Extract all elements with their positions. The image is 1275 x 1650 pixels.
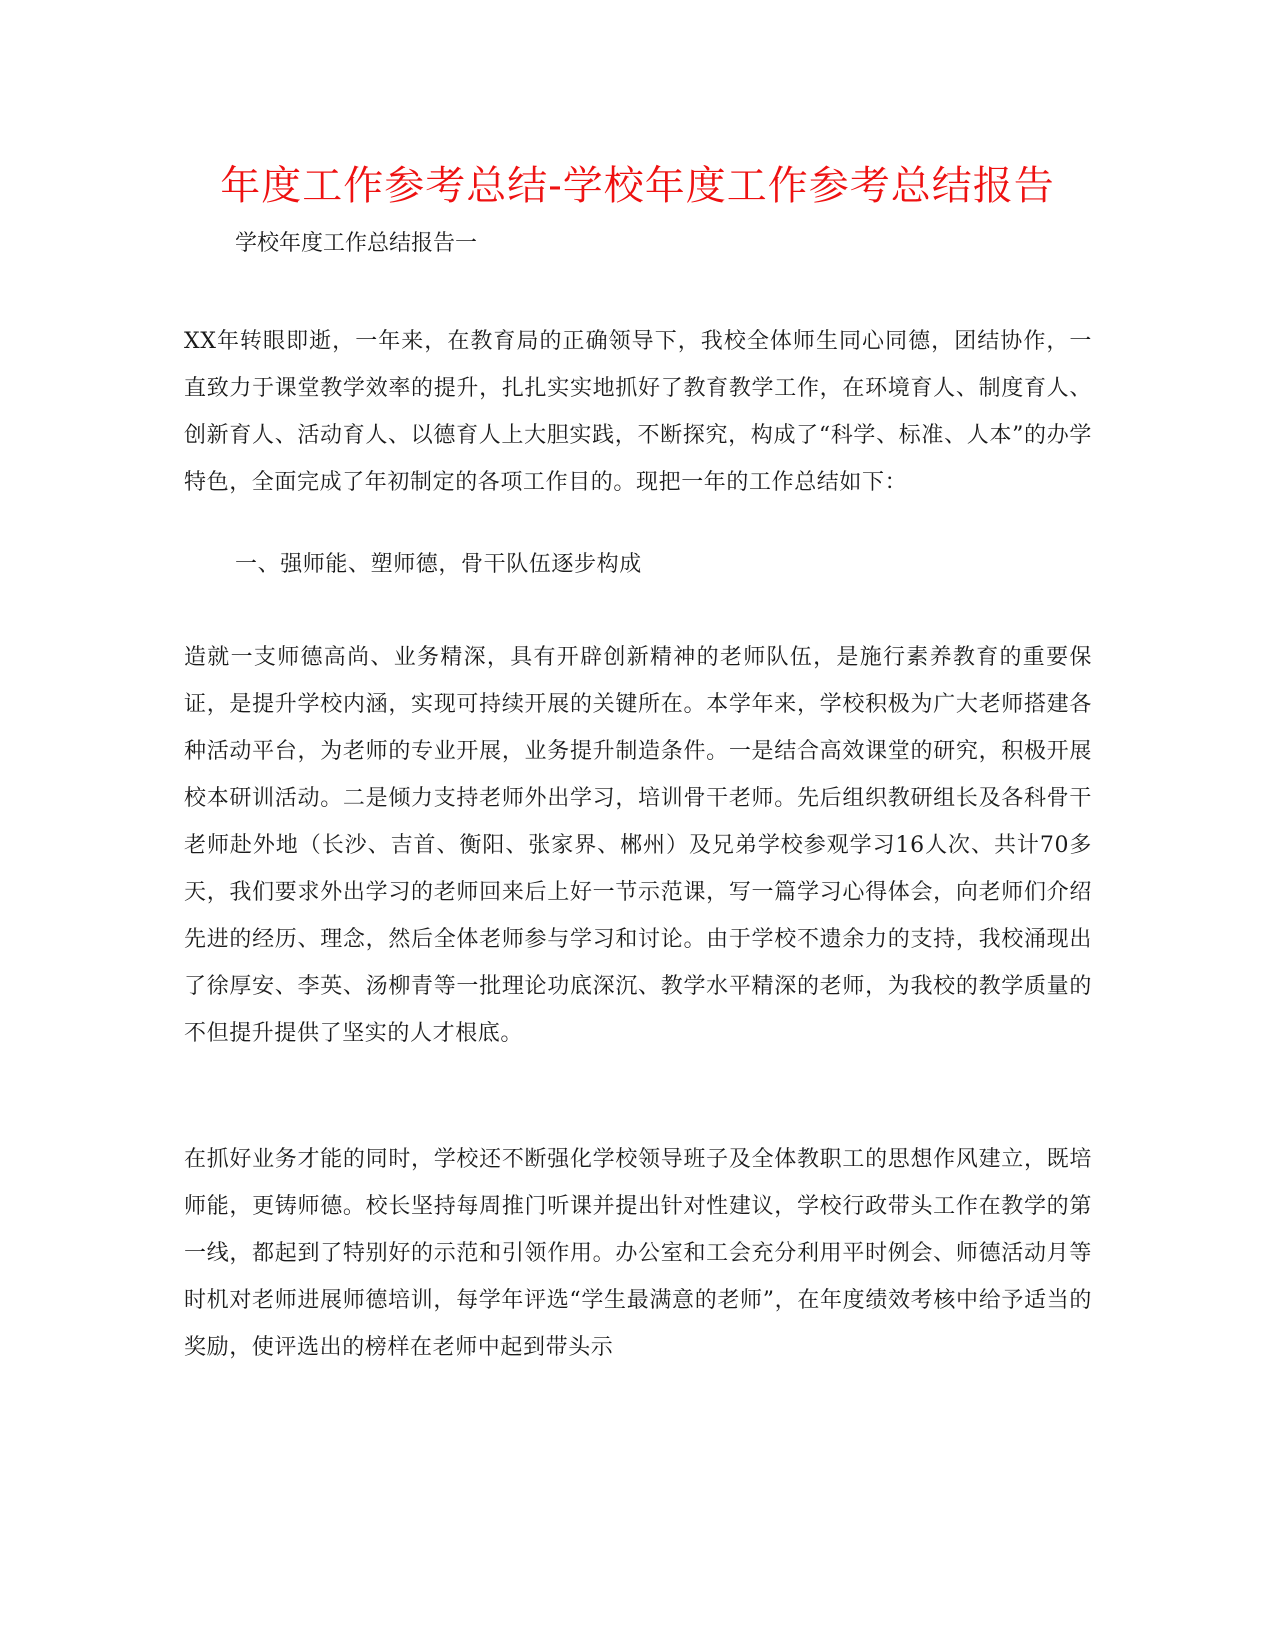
document-title: 年度工作参考总结-学校年度工作参考总结报告 xyxy=(220,163,1055,209)
paragraph-ethics: 在抓好业务才能的同时，学校还不断强化学校领导班子及全体教职工的思想作风建立，既培师能，更铸师德。校长坚持每周推门听课并提出针对性建议，学校行政带头工作在教学的第一线，都起到了特别好的示范和引领作用。办公室和工会充分利用平时例会、师德活动月等时机对老师进展师德培训，每学年评选“学生最满意的老师”，在年度绩效考核中给予适当的奖励，使评选出的榜样在老师中起到带头示 xyxy=(184,1147,1092,1360)
paragraph-intro: XX年转眼即逝，一年来，在教育局的正确领导下，我校全体师生同心同德，团结协作，一直致力于课堂教学效率的提升，扎扎实实地抓好了教育教学工作，在环境育人、制度育人、创新育人、活动育人、以德育人上大胆实践，不断探究，构成了“科学、标准、人本”的办学特色，全面完成了年初制定的各项工作目的。现把一年的工作总结如下： xyxy=(184,329,1092,495)
document-subtitle: 学校年度工作总结报告一 xyxy=(235,231,478,256)
section-heading: 一、强师能、塑师德，骨干队伍逐步构成 xyxy=(235,552,642,577)
paragraph-teachers: 造就一支师德高尚、业务精深，具有开辟创新精神的老师队伍，是施行素养教育的重要保证，是提升学校内涵，实现可持续开展的关键所在。本学年来，学校积极为广大老师搭建各种活动平台，为老师的专业开展，业务提升制造条件。一是结合高效课堂的研究，积极开展校本研训活动。二是倾力支持老师外出学习，培训骨干老师。先后组织教研组长及各科骨干老师赴外地（长沙、吉首、衡阳、张家界、郴州）及兄弟学校参观学习16人次、共计70多天，我们要求外出学习的老师回来后上好一节示范课，写一篇学习心得体会，向老师们介绍先进的经历、理念，然后全体老师参与学习和讨论。由于学校不遗余力的支持，我校涌现出了徐厚安、李英、汤柳青等一批理论功底深沉、教学水平精深的老师，为我校的教学质量的不但提升提供了坚实的人才根底。 xyxy=(184,645,1092,1046)
